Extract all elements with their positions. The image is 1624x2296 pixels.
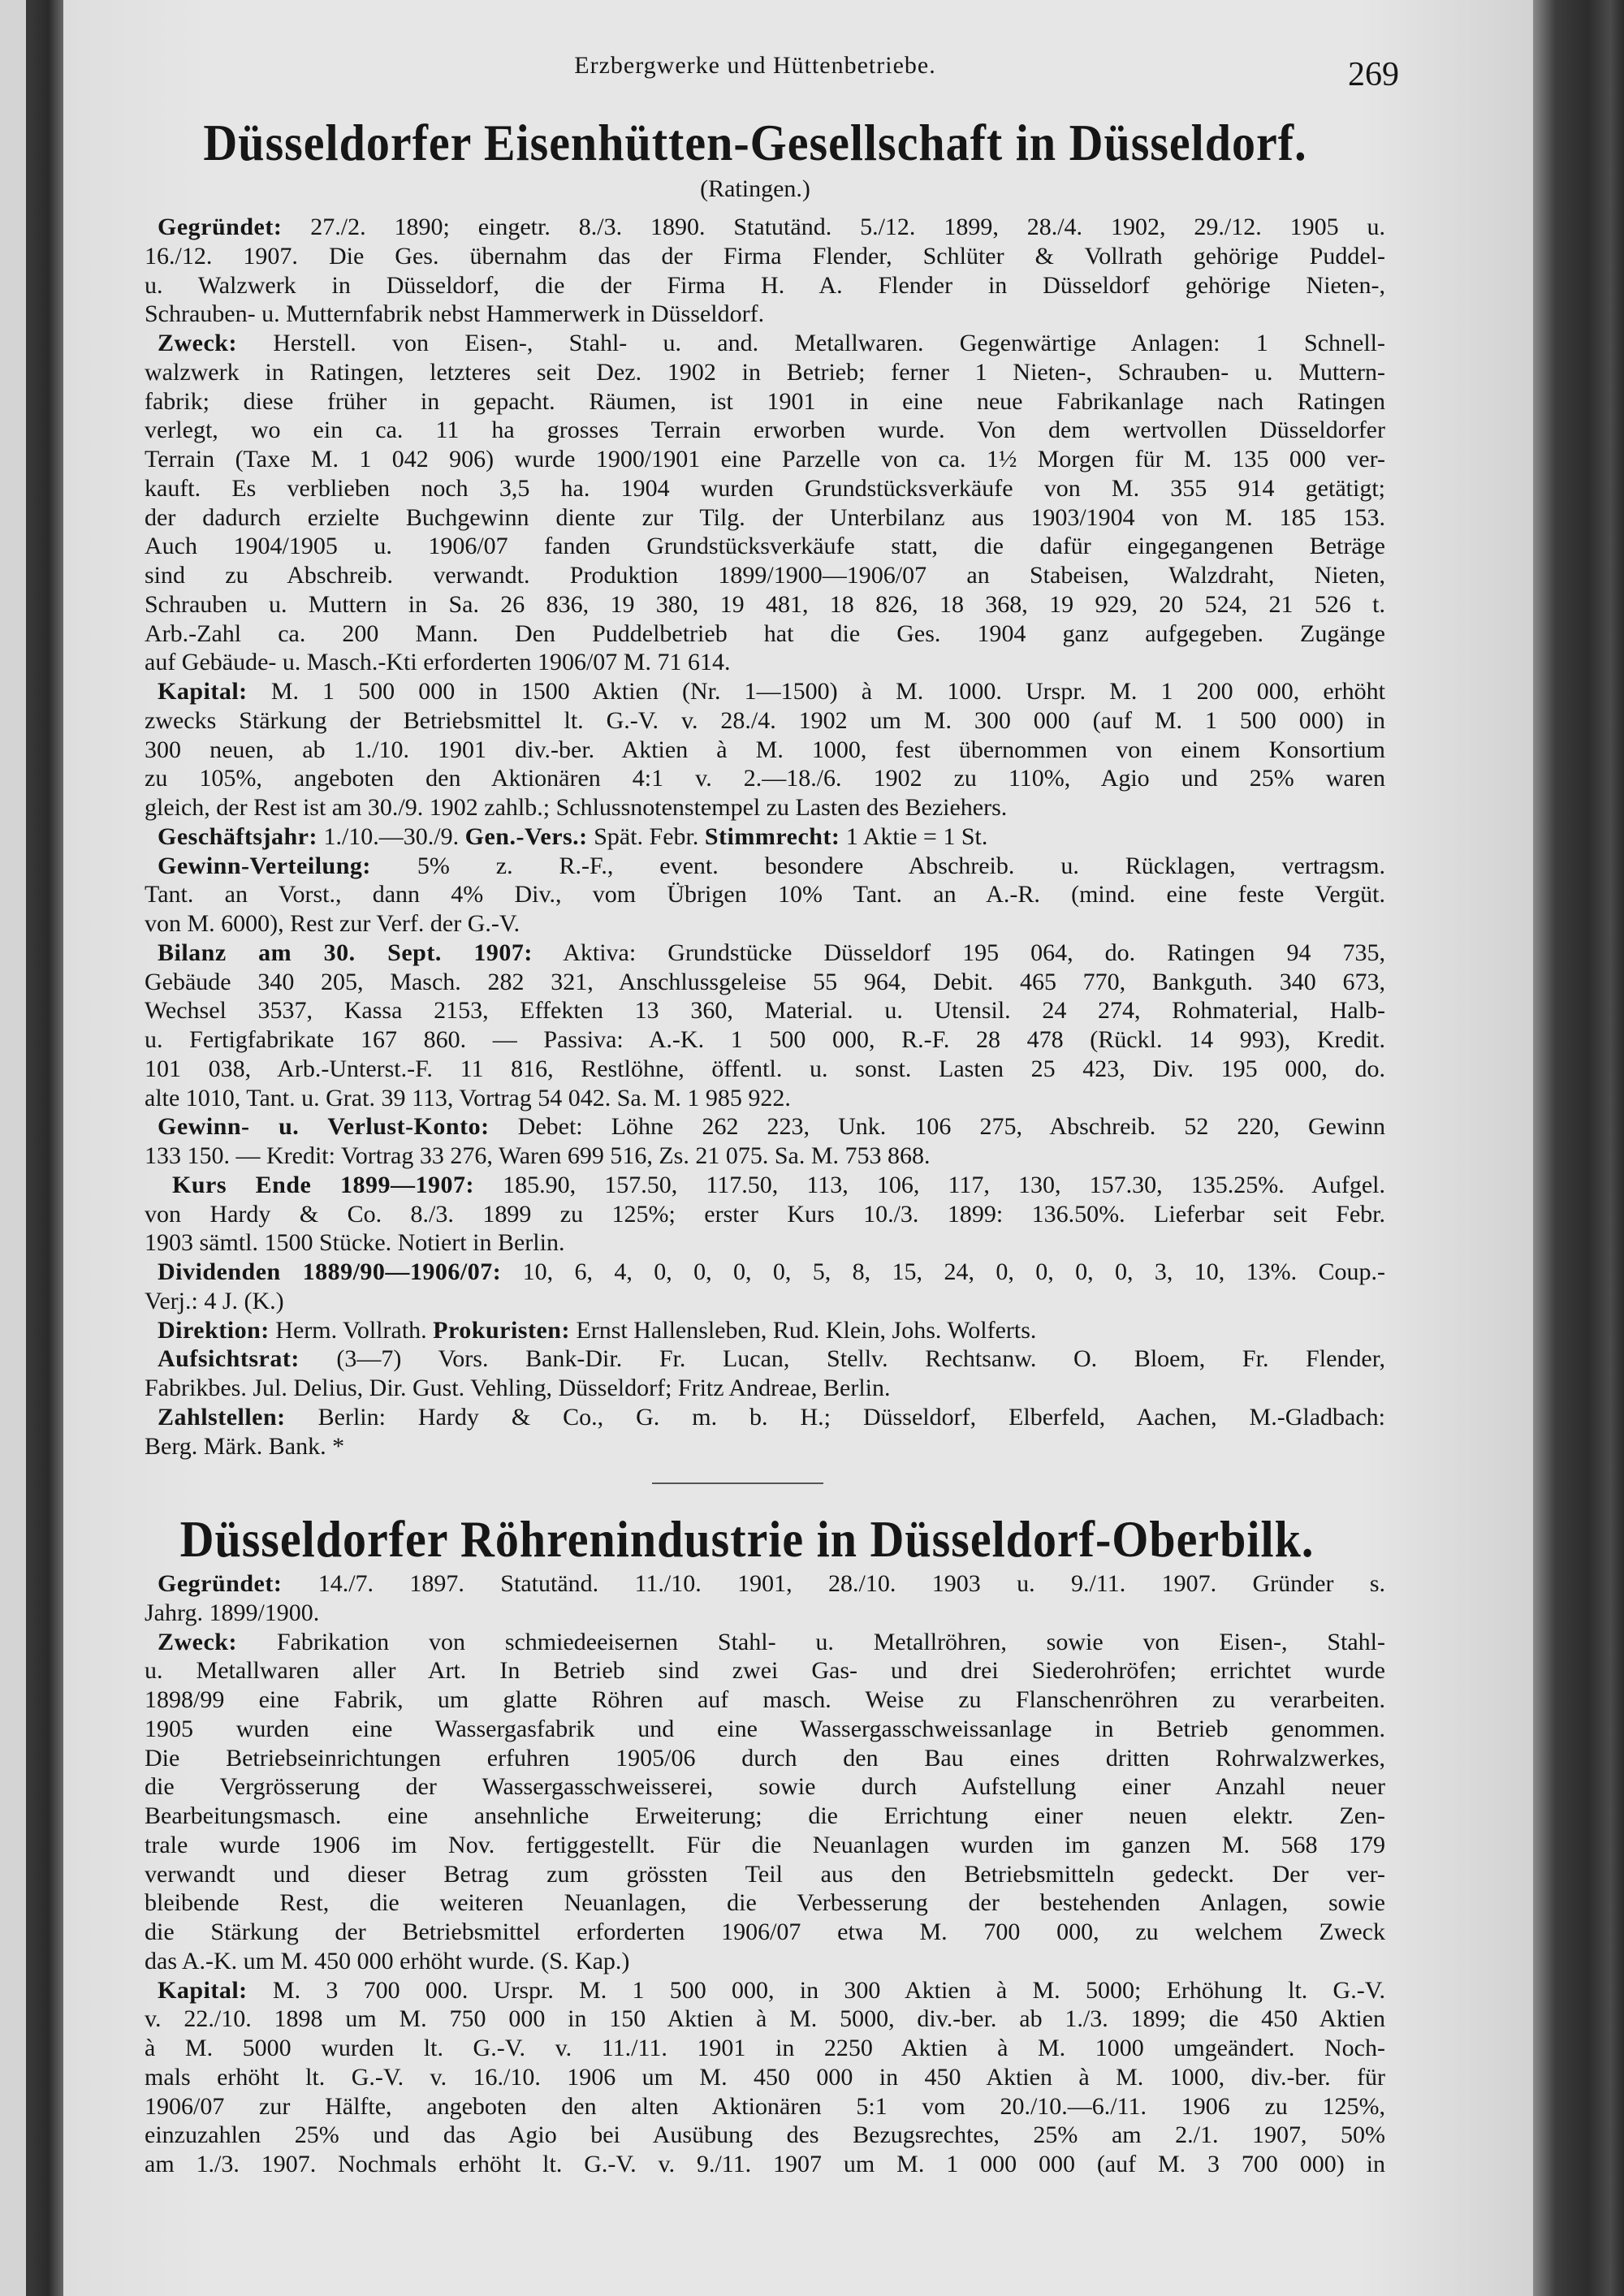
entry-text: Fabrikation von schmiedeeisernen Stahl- u. Metallröhren, sowie von Eisen-, Stahl- <box>236 1628 1385 1655</box>
text-line: der dadurch erzielte Buchgewinn diente zur Tilg. der Unterbilanz aus 1903/1904 von M. 185 153. <box>145 503 1385 531</box>
text-line: 1898/99 eine Fabrik, um glatte Röhren auf masch. Weise zu Flanschenröhren zu verarbeiten. <box>145 1686 1385 1713</box>
text-line <box>145 939 1385 968</box>
text-line: Die Betriebseinrichtungen erfuhren 1905/06 durch den Bau eines dritten Rohrwalzwerkes, <box>145 1744 1385 1772</box>
section-body <box>145 213 1385 1461</box>
text-line <box>145 1171 1385 1200</box>
text-line: walzwerk in Ratingen, letzteres seit Dez. 1902 in Betrieb; ferner 1 Nieten-, Schrauben- u. Muttern- <box>145 358 1385 386</box>
text-line <box>145 213 1385 242</box>
entry-text: M. 1 500 000 in 1500 Aktien (Nr. 1—1500) à M. 1000. Urspr. M. 1 200 000, erhöht <box>247 678 1385 705</box>
text-line <box>145 1316 1385 1345</box>
entry-text: Herm. Vollrath. <box>269 1316 434 1344</box>
entry-text: (3—7) Vors. Bank-Dir. Fr. Lucan, Stellv. Rechtsanw. O. Bloem, Fr. Flender, <box>299 1345 1385 1373</box>
text-line: 1906/07 zur Hälfte, angeboten den alten Aktionären 5:1 vom 20./10.—6./11. 1906 zu 125%, <box>145 2092 1385 2120</box>
entry-label: Gewinn-Verteilung: <box>158 852 371 879</box>
page-number: 269 <box>1348 56 1399 93</box>
text-line: zwecks Stärkung der Betriebsmittel lt. G.-V. v. 28./4. 1902 um M. 300 000 (auf M. 1 500 000) in <box>145 706 1385 734</box>
entry-label: Kapital: <box>158 678 248 705</box>
entry-text: Ernst Hallensleben, Rud. Klein, Johs. Wolferts. <box>569 1316 1037 1344</box>
text-line: v. 22./10. 1898 um M. 750 000 in 150 Aktien à M. 5000, div.-ber. ab 1./3. 1899; die 450 Aktien <box>145 2005 1385 2033</box>
entry-text: 1./10.—30./9. <box>317 822 465 850</box>
text-line: von M. 6000), Rest zur Verf. der G.-V. <box>145 910 520 937</box>
text-line: Gebäude 340 205, Masch. 282 321, Anschlussgeleise 55 964, Debit. 465 770, Bankguth. 340 673, <box>145 968 1385 995</box>
entry-label: Direktion: <box>158 1316 270 1344</box>
entry-text: 185.90, 157.50, 117.50, 113, 106, 117, 130, 157.30, 135.25%. Aufgel. <box>473 1171 1385 1198</box>
section-subtitle: (Ratingen.) <box>700 175 810 202</box>
text-line: Auch 1904/1905 u. 1906/07 fanden Grundstücksverkäufe statt, die dafür eingegangenen Beträge <box>145 533 1385 560</box>
text-line: von Hardy & Co. 8./3. 1899 zu 125%; erster Kurs 10./3. 1899: 136.50%. Lieferbar seit Febr. <box>145 1200 1385 1228</box>
text-line: mals erhöht lt. G.-V. v. 16./10. 1906 um M. 450 000 in 450 Aktien à M. 1000, div.-ber. für <box>145 2063 1385 2091</box>
text-line: Bearbeitungsmasch. eine ansehnliche Erweiterung; die Errichtung einer neuen elektr. Zen- <box>145 1802 1385 1829</box>
text-line <box>145 1258 1385 1287</box>
entry-label: Zweck: <box>158 1628 237 1655</box>
text-line: Wechsel 3537, Kassa 2153, Effekten 13 360, Material. u. Utensil. 24 274, Rohmaterial, Halb- <box>145 997 1385 1025</box>
text-line <box>145 852 1385 881</box>
entry-text: 10, 6, 4, 0, 0, 0, 0, 5, 8, 15, 24, 0, 0, 0, 0, 3, 10, 13%. Coup.- <box>501 1258 1385 1285</box>
text-line: Fabrikbes. Jul. Delius, Dir. Gust. Vehling, Düsseldorf; Fritz Andreae, Berlin. <box>145 1375 891 1401</box>
entry-text: 27./2. 1890; eingetr. 8./3. 1890. Statutänd. 5./12. 1899, 28./4. 1902, 29./12. 1905 u. <box>282 214 1385 240</box>
entry-text: Aktiva: Grundstücke Düsseldorf 195 064, do. Ratingen 94 735, <box>532 939 1385 966</box>
scan-left-margin <box>0 0 26 2296</box>
text-line: zu 105%, angeboten den Aktionären 4:1 v. 2.—18./6. 1902 zu 110%, Agio und 25% waren <box>145 765 1385 792</box>
text-line: u. Metallwaren aller Art. In Betrieb sind zwei Gas- und drei Siederohröfen; errichtet wurde <box>145 1657 1385 1685</box>
entry-label: Gegründet: <box>158 1570 283 1597</box>
text-line: verwandt und dieser Betrag zum grössten Teil aus den Betriebsmitteln gedeckt. Der ver- <box>145 1860 1385 1888</box>
text-line: einzuzahlen 25% und das Agio bei Ausübung des Bezugsrechtes, 25% am 2./1. 1907, 50% <box>145 2121 1385 2149</box>
text-line: Berg. Märk. Bank. * <box>145 1432 345 1460</box>
entry-text: Herstell. von Eisen-, Stahl- u. and. Metallwaren. Gegenwärtige Anlagen: 1 Schnell- <box>236 330 1385 356</box>
entry-label: Gegründet: <box>158 214 283 240</box>
entry-text: Spät. Febr. <box>587 822 705 850</box>
text-line: 1905 wurden eine Wassergasfabrik und eine Wassergasschweissanlage in Betrieb genommen. <box>145 1715 1385 1742</box>
text-line: 16./12. 1907. Die Ges. übernahm das der Firma Flender, Schlüter & Vollrath gehörige Puddel- <box>145 242 1385 270</box>
entry-label: Prokuristen: <box>433 1316 570 1344</box>
text-line: Jahrg. 1899/1900. <box>145 1599 320 1626</box>
text-line <box>145 1976 1385 2005</box>
text-line <box>145 677 1385 706</box>
entry-label: Aufsichtsrat: <box>158 1345 300 1373</box>
entry-label: Gewinn- u. Verlust-Konto: <box>158 1113 490 1141</box>
text-line: 101 038, Arb.-Unterst.-F. 11 816, Restlöhne, öffentl. u. sonst. Lasten 25 423, Div. 195 000, do. <box>145 1055 1385 1082</box>
text-line <box>145 329 1385 358</box>
entry-text: 14./7. 1897. Statutänd. 11./10. 1901, 28./10. 1903 u. 9./11. 1907. Gründer s. <box>282 1570 1385 1597</box>
entry-label: Kurs Ende 1899—1907: <box>172 1171 474 1198</box>
text-line: verlegt, wo ein ca. 11 ha grosses Terrain erworben wurde. Von dem wertvollen Düsseldorfer <box>145 416 1385 444</box>
text-line: à M. 5000 wurden lt. G.-V. v. 11./11. 1901 in 2250 Aktien à M. 1000 umgeändert. Noch- <box>145 2035 1385 2061</box>
section-title: Düsseldorfer Röhrenindustrie in Düsseldorf-Oberbilk. <box>179 1509 1315 1569</box>
scan-left-shadow <box>26 0 63 2296</box>
text-line <box>145 1344 1385 1374</box>
text-line: gleich, der Rest ist am 30./9. 1902 zahlb.; Schlussnotenstempel zu Lasten des Beziehers. <box>145 794 1008 821</box>
text-line: kauft. Es verblieben noch 3,5 ha. 1904 wurden Grundstücksverkäufe von M. 355 914 getätigt; <box>145 474 1385 502</box>
text-line: sind zu Abschreib. verwandt. Produktion 1899/1900—1906/07 an Stabeisen, Walzdraht, Nieten, <box>145 562 1385 589</box>
entry-label: Zweck: <box>158 330 237 356</box>
text-line: 1903 sämtl. 1500 Stücke. Notiert in Berlin. <box>145 1229 565 1257</box>
text-line: die Stärkung der Betriebsmittel erforderten 1906/07 etwa M. 700 000, zu welchem Zweck <box>145 1918 1385 1945</box>
text-line: das A.-K. um M. 450 000 erhöht wurde. (S. Kap.) <box>145 1947 630 1974</box>
entry-label: Stimmrecht: <box>704 822 840 850</box>
entry-label: Gen.-Vers.: <box>464 822 588 850</box>
text-line <box>145 1628 1385 1657</box>
entry-text: Berlin: Hardy & Co., G. m. b. H.; Düsseldorf, Elberfeld, Aachen, M.-Gladbach: <box>285 1403 1385 1431</box>
entry-text: Debet: Löhne 262 223, Unk. 106 275, Abschreib. 52 220, Gewinn <box>489 1113 1385 1141</box>
text-line: u. Walzwerk in Düsseldorf, die der Firma H. A. Flender in Düsseldorf gehörige Nieten-, <box>145 271 1385 299</box>
text-line: alte 1010, Tant. u. Grat. 39 113, Vortrag 54 042. Sa. M. 1 985 922. <box>145 1084 791 1111</box>
entry-label: Dividenden 1889/90—1906/07: <box>158 1258 502 1285</box>
text-line <box>145 1569 1385 1599</box>
entry-text: M. 3 700 000. Urspr. M. 1 500 000, in 300 Aktien à M. 5000; Erhöhung lt. G.-V. <box>247 1976 1385 2004</box>
text-line <box>145 822 1385 852</box>
section-body <box>145 1569 1385 2179</box>
text-line <box>145 1112 1385 1142</box>
text-line: Schrauben u. Muttern in Sa. 26 836, 19 380, 19 481, 18 826, 18 368, 19 929, 20 524, 21 526 t. <box>145 590 1385 618</box>
entry-label: Zahlstellen: <box>158 1403 286 1431</box>
text-line: Tant. an Vorst., dann 4% Div., vom Übrigen 10% Tant. an A.-R. (mind. eine feste Vergüt. <box>145 881 1385 908</box>
text-line: die Vergrösserung der Wassergasschweisserei, sowie durch Aufstellung einer Anzahl neuer <box>145 1773 1385 1801</box>
section-title: Düsseldorfer Eisenhütten-Gesellschaft in Düsseldorf. <box>203 113 1307 172</box>
text-line: auf Gebäude- u. Masch.-Kti erforderten 1906/07 M. 71 614. <box>145 649 731 676</box>
text-line: Verj.: 4 J. (K.) <box>145 1287 284 1314</box>
scan-binding-shadow <box>1533 0 1624 2296</box>
text-line <box>145 1403 1385 1432</box>
text-line: bleibende Rest, die weiteren Neuanlagen, die Verbesserung der bestehenden Anlagen, sowie <box>145 1889 1385 1917</box>
text-line: 300 neuen, ab 1./10. 1901 div.-ber. Aktien à M. 1000, fest übernommen von einem Konsortium <box>145 736 1385 763</box>
text-line: Schrauben- u. Mutternfabrik nebst Hammerwerk in Düsseldorf. <box>145 300 765 328</box>
text-line: Arb.-Zahl ca. 200 Mann. Den Puddelbetrieb hat die Ges. 1904 ganz aufgegeben. Zugänge <box>145 619 1385 647</box>
section-divider <box>652 1482 823 1484</box>
entry-text: 5% z. R.-F., event. besondere Abschreib. u. Rücklagen, vertragsm. <box>370 852 1385 879</box>
text-line: trale wurde 1906 im Nov. fertiggestellt. Für die Neuanlagen wurden im ganzen M. 568 179 <box>145 1831 1385 1858</box>
entry-label: Geschäftsjahr: <box>158 822 317 850</box>
entry-label: Bilanz am 30. Sept. 1907: <box>158 939 533 966</box>
text-line: Terrain (Taxe M. 1 042 906) wurde 1900/1901 eine Parzelle von ca. 1½ Morgen für M. 135 000 ver- <box>145 446 1385 473</box>
text-line: 133 150. — Kredit: Vortrag 33 276, Waren 699 516, Zs. 21 075. Sa. M. 753 868. <box>145 1142 931 1169</box>
text-line: fabrik; diese früher in gepacht. Räumen, ist 1901 in eine neue Fabrikanlage nach Ratingen <box>145 387 1385 415</box>
entry-text: 1 Aktie = 1 St. <box>840 822 988 850</box>
running-head: Erzbergwerke und Hüttenbetriebe. <box>574 52 936 79</box>
text-line: am 1./3. 1907. Nochmals erhöht lt. G.-V. v. 9./11. 1907 um M. 1 000 000 (auf M. 3 700 000) in <box>145 2151 1385 2177</box>
entry-label: Kapital: <box>158 1976 248 2004</box>
text-line: u. Fertigfabrikate 167 860. — Passiva: A.-K. 1 500 000, R.-F. 28 478 (Rückl. 14 993), Kredit. <box>145 1026 1385 1053</box>
